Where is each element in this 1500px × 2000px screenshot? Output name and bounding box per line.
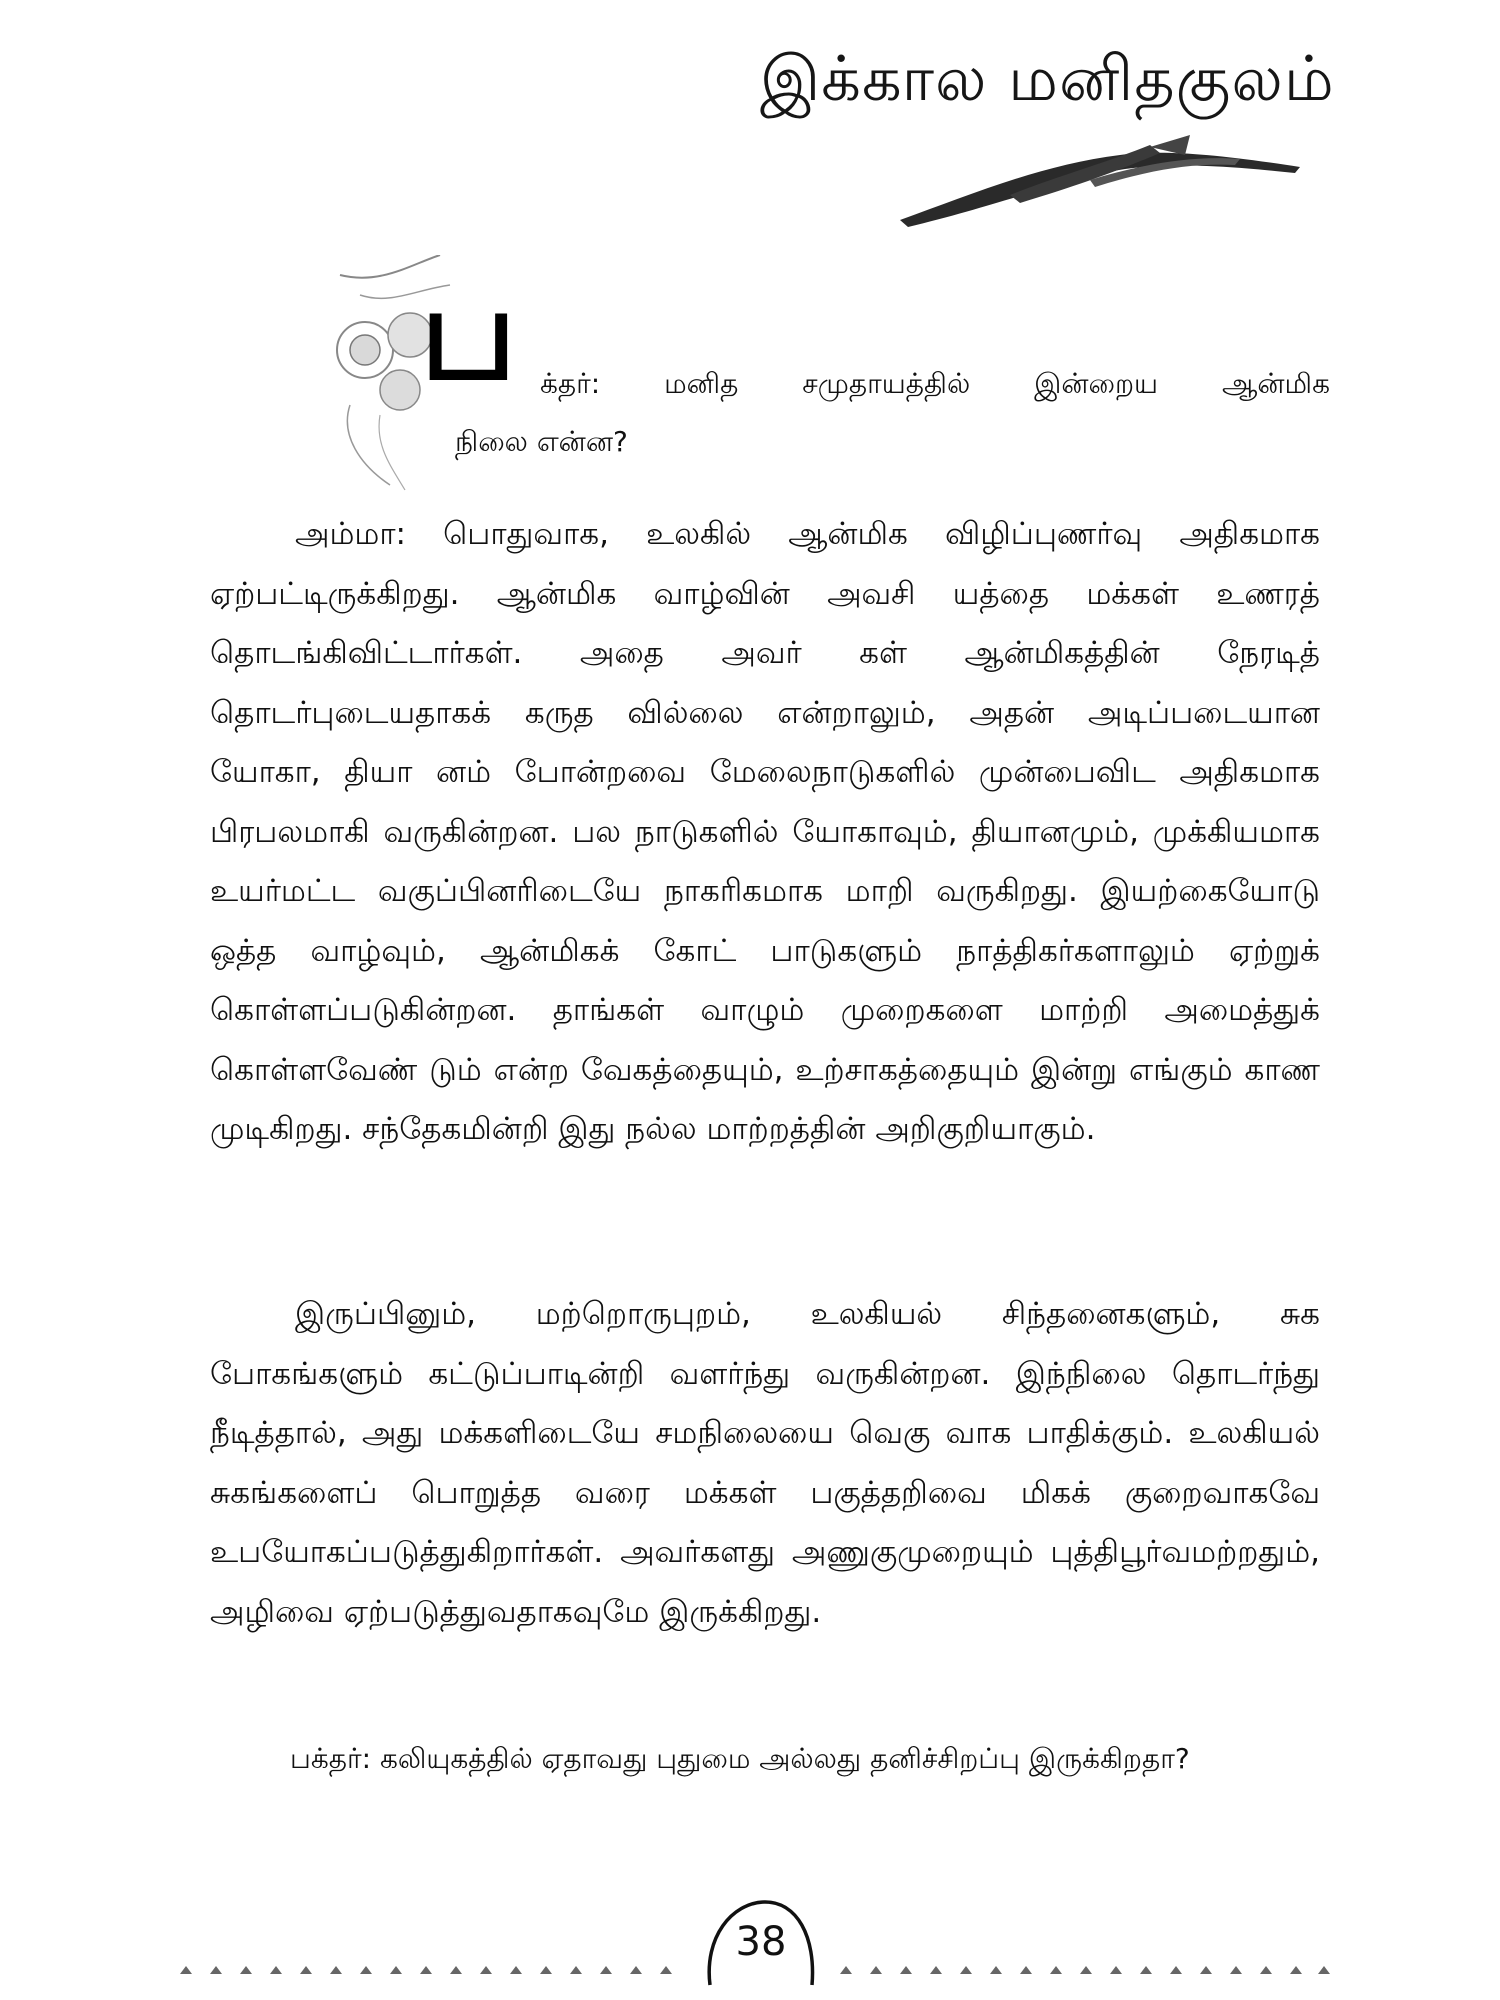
question-1-line-1: க்தர்: மனித சமுதாயத்தில் இன்றைய ஆன்மிக (540, 367, 1330, 400)
answer-paragraph-1: அம்மா: பொதுவாக, உலகில் ஆன்மிக விழிப்புணர்வு அதிகமாக ஏற்பட்டிருக்கிறது. ஆன்மிக வாழ்வின் அவசி யத்தை மக்கள் உணரத் தொடங்கிவிட்டார்கள். அதை அவர் கள் ஆன்மிகத்தின் நேரடித் தொடர்புடையதாகக் கருத வில்லை என்றாலும், அதன் அடிப்படையான யோகா, தியா னம் போன்றவை மேலைநாடுகளில் முன்பைவிட அதிகமாக பிரபலமாகி வருகின்றன. பல நாடுகளில் யோகாவும், தியானமும், முக்கியமாக உயர்மட்ட வகுப்பினரிடையே நாகரிகமாக மாறி வருகிறது. இயற்கையோடு ஒத்த வாழ்வும், ஆன்மிகக் கோட் பாடுகளும் நாத்திகர்களாலும் ஏற்றுக் கொள்ளப்படுகின்றன. தாங்கள் வாழும் முறைகளை மாற்றி அமைத்துக் கொள்ளவேண் டும் என்ற வேகத்தையும், உற்சாகத்தையும் இன்று எங்கும் காண முடிகிறது. சந்தேகமின்றி இது நல்ல மாற்றத்தின் அறிகுறியாகும். (210, 516, 1320, 1147)
question-1-line-2: நிலை என்ன? (455, 425, 628, 458)
dropcap-letter: ப (420, 257, 517, 409)
page-number: 38 (735, 1919, 787, 1965)
chapter-title: இக்கால மனிதகுலம் (760, 42, 1335, 115)
brush-stroke-decoration (890, 125, 1310, 235)
answer-paragraph-2: இருப்பினும், மற்றொருபுறம், உலகியல் சிந்தனைகளும், சுக போகங்களும் கட்டுப்பாடின்றி வளர்ந்து வருகின்றன. இந்நிலை தொடர்ந்து நீடித்தால், அது மக்களிடையே சமநிலையை வெகு வாக பாதிக்கும். உலகியல் சுகங்களைப் பொறுத்த வரை மக்கள் பகுத்தறிவை மிகக் குறைவாகவே உபயோகப்படுத்துகிறார்கள். அவர்களது அணுகுமுறையும் புத்திபூர்வமற்றதும், அழிவை ஏற்படுத்துவதாகவுமே இருக்கிறது. (210, 1296, 1320, 1630)
question-2: பக்தர்: கலியுகத்தில் ஏதாவது புதுமை அல்லது தனிச்சிறப்பு இருக்கிறதா? (290, 1742, 1190, 1775)
